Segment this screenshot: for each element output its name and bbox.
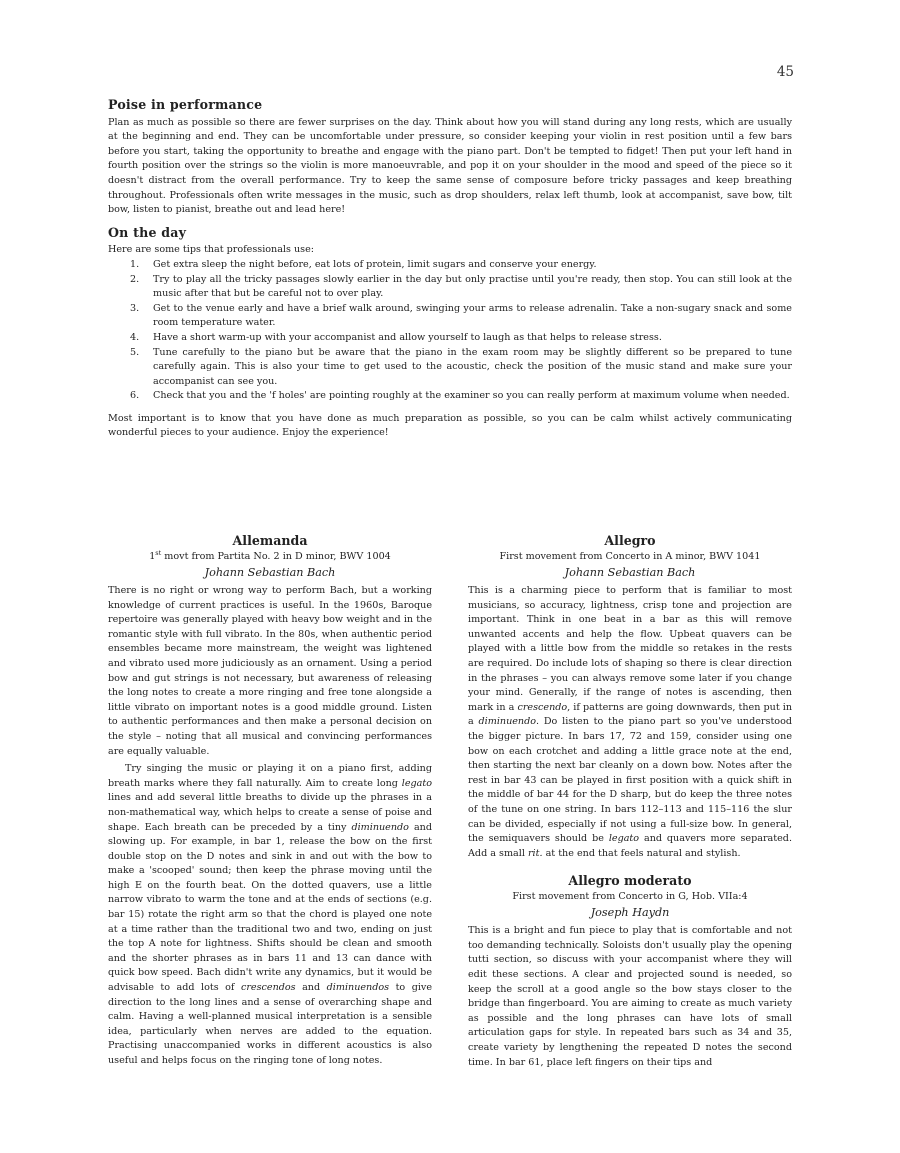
list-number: 2.	[130, 273, 140, 285]
allemanda-paragraph-2: Try singing the music or playing it on a piano first, adding breath marks where they fall naturally. Aim to create long legato lines and add several little breaths to divide up the phrases in a non-mathematical way, which helps to create a sense of poise and shape. Each breath can be preceded by a tiny diminuendo and slowing up. For example, in bar 1, release the bow on the first double stop on the D notes and sink in and out with the bow to make a 'scooped' sound; then keep the phrase moving until the high E on the fourth beat. On the dotted quavers, use a little narrow vibrato to warm the tone and at the ends of sections (e.g. bar 15) rotate the right arm so that the chord is played one note at a time rather than the traditional two and two, ending on just the top A note for lightness. Shifts should be clean and smooth and the shorter phrases as in bars 11 and 13 can dance with quick bow speed. Bach didn't write any dynamics, but it would be advisable to add lots of crescendos and diminuendos to give direction to the long lines and a sense of overarching shape and calm. Having a well-planned musical interpretation is a sensible idea, particularly when nerves are added to the equation. Practising unaccompanied works in different acoustics is also useful and helps focus on the ringing tone of long notes.	[108, 763, 433, 1066]
list-number: 5.	[130, 346, 140, 358]
list-item	[108, 302, 792, 331]
allegro-moderato-composer: Joseph Haydn	[590, 906, 670, 920]
allemanda-composer: Johann Sebastian Bach	[204, 566, 336, 579]
list-number: 3.	[130, 302, 140, 314]
list-text: Try to play all the tricky passages slowly earlier in the day but only practise until you're ready, then stop. You can still look at the music after that but be careful not to over play.	[153, 273, 792, 300]
list-text: Check that you and the 'f holes' are pointing roughly at the examiner so you can really perform at maximum volume when needed.	[153, 390, 790, 402]
page-number: 45	[776, 64, 794, 80]
list-number: 4.	[130, 331, 140, 343]
allegro-subtitle: First movement from Concerto in A minor, BWV 1041	[499, 551, 761, 562]
allemanda-paragraph-1: There is no right or wrong way to perform Bach, but a working knowledge of current practices is useful. In the 1960s, Baroque repertoire was generally played with heavy bow weight and in the romantic style with full vibrato. In the 80s, when authentic period ensembles became more mainstream, the weight was lightened and vibrato used more judiciously as an ornament. Using a period bow and gut strings is not necessary, but awareness of releasing the long notes to create a more ringing and free tone alongside a little vibrato on important notes is a good middle ground. Listen to authentic performances and then make a personal decision on the style – noting that all musical and convincing performances are equally valuable.	[108, 585, 432, 757]
subtitle-number: 1	[149, 551, 156, 562]
closing-text: Most important is to know that you have done as much preparation as possible, so you can be calm whilst actively communicating wonderful pieces to your audience. Enjoy the experience!	[108, 412, 792, 439]
allegro-paragraph: This is a charming piece to perform that is familiar to most musicians, so accuracy, lightness, crisp tone and projection are important. Think in one beat in a bar as this will remove unwanted accents and help the flow. Upbeat quavers can be played with a little bow from the middle so retakes in the rests are required. Do include lots of shaping so there is clear direction in the phrases – you can always remove some later if you change your mind. Generally, if the range of notes is ascending, then mark in a crescendo, if patterns are going downwards, then put in a diminuendo. Do listen to the piano part so you've understood the bigger picture. In bars 17, 72 and 159, consider using one bow on each crotchet and adding a little grace note at the end, then starting the next bar cleanly on a down bow. Notes after the rest in bar 43 can be played in first position with a quick shift in the middle of bar 44 for the D sharp, but do keep the three notes of the tune on one string. In bars 112–113 and 115–116 the slur can be divided, especially if not using a full-size bow. In general, the semiquavers should be legato and quavers more separated. Add a small rit. at the end that feels natural and stylish.	[468, 585, 793, 859]
allegro-moderato-subtitle: First movement from Concerto in G, Hob. VIIa:4	[512, 891, 748, 903]
on-the-day-heading: On the day	[108, 224, 187, 240]
subtitle-text: movt from Partita No. 2 in D minor, BWV 1004	[161, 551, 391, 562]
tips-list	[108, 258, 792, 404]
list-number: 6.	[130, 390, 140, 402]
allemanda-column	[108, 533, 432, 1069]
allegro-column	[468, 533, 792, 1070]
allemanda-subtitle	[108, 549, 432, 564]
list-item	[108, 273, 792, 302]
list-item	[108, 258, 792, 273]
list-number: 1.	[130, 258, 140, 270]
list-item	[108, 389, 792, 404]
list-item	[108, 346, 792, 390]
allegro-composer: Johann Sebastian Bach	[564, 566, 696, 579]
poise-text: Plan as much as possible so there are fewer surprises on the day. Think about how you will stand during any long rests, which are usually at the beginning and end. They can be uncomfortable under pressure, so consider keeping your violin in rest position until a few bars before you start, taking the opportunity to breathe and engage with the piano part. Don't be tempted to fidget! Then put your left hand in fourth position over the strings so the violin is more manoeuvrable, and pop it on your shoulder in the mood and speed of the piece so it doesn't distract from the overall performance. Try to keep the same sense of composure before tricky passages and keep breathing throughout. Professionals often write messages in the music, such as drop shoulders, relax left thumb, look at accompanist, save bow, tilt bow, listen to pianist, breathe out and lead here!	[108, 116, 792, 216]
top-section	[108, 98, 792, 441]
allegro-moderato-title: Allegro moderato	[568, 873, 692, 889]
list-item	[108, 331, 792, 346]
poise-heading: Poise in performance	[108, 97, 263, 112]
allemanda-title: Allemanda	[232, 533, 308, 548]
list-text: Have a short warm-up with your accompanist and allow yourself to laugh as that helps to release stress.	[153, 331, 662, 343]
allegro-title: Allegro	[604, 533, 656, 548]
tips-intro: Here are some tips that professionals use:	[108, 244, 314, 256]
allegro-moderato-paragraph: This is a bright and fun piece to play that is comfortable and not too demanding technically. Soloists don't usually play the opening tutti section, so discuss with your accompanist where they will edit these sections. A clear and projected sound is needed, so keep the scroll at a good angle so the bow stays closer to the bridge than fingerboard. You are aiming to create as much variety as possible and the long phrases can have lots of small articulation gaps for style. In repeated bars such as 34 and 35, create variety by lengthening the repeated D notes the second time. In bar 61, place left fingers on their tips and	[468, 925, 792, 1068]
list-text: Get extra sleep the night before, eat lots of protein, limit sugars and conserve your energy.	[153, 258, 597, 270]
list-text: Tune carefully to the piano but be aware that the piano in the exam room may be slightly different so be prepared to tune carefully again. This is also your time to get used to the acoustic, check the position of the music stand and make sure your accompanist can see you.	[153, 346, 792, 387]
subtitle-superscript: st	[155, 548, 162, 557]
list-text: Get to the venue early and have a brief walk around, swinging your arms to release adrenalin. Take a non-sugary snack and some room temperature water.	[153, 302, 792, 329]
